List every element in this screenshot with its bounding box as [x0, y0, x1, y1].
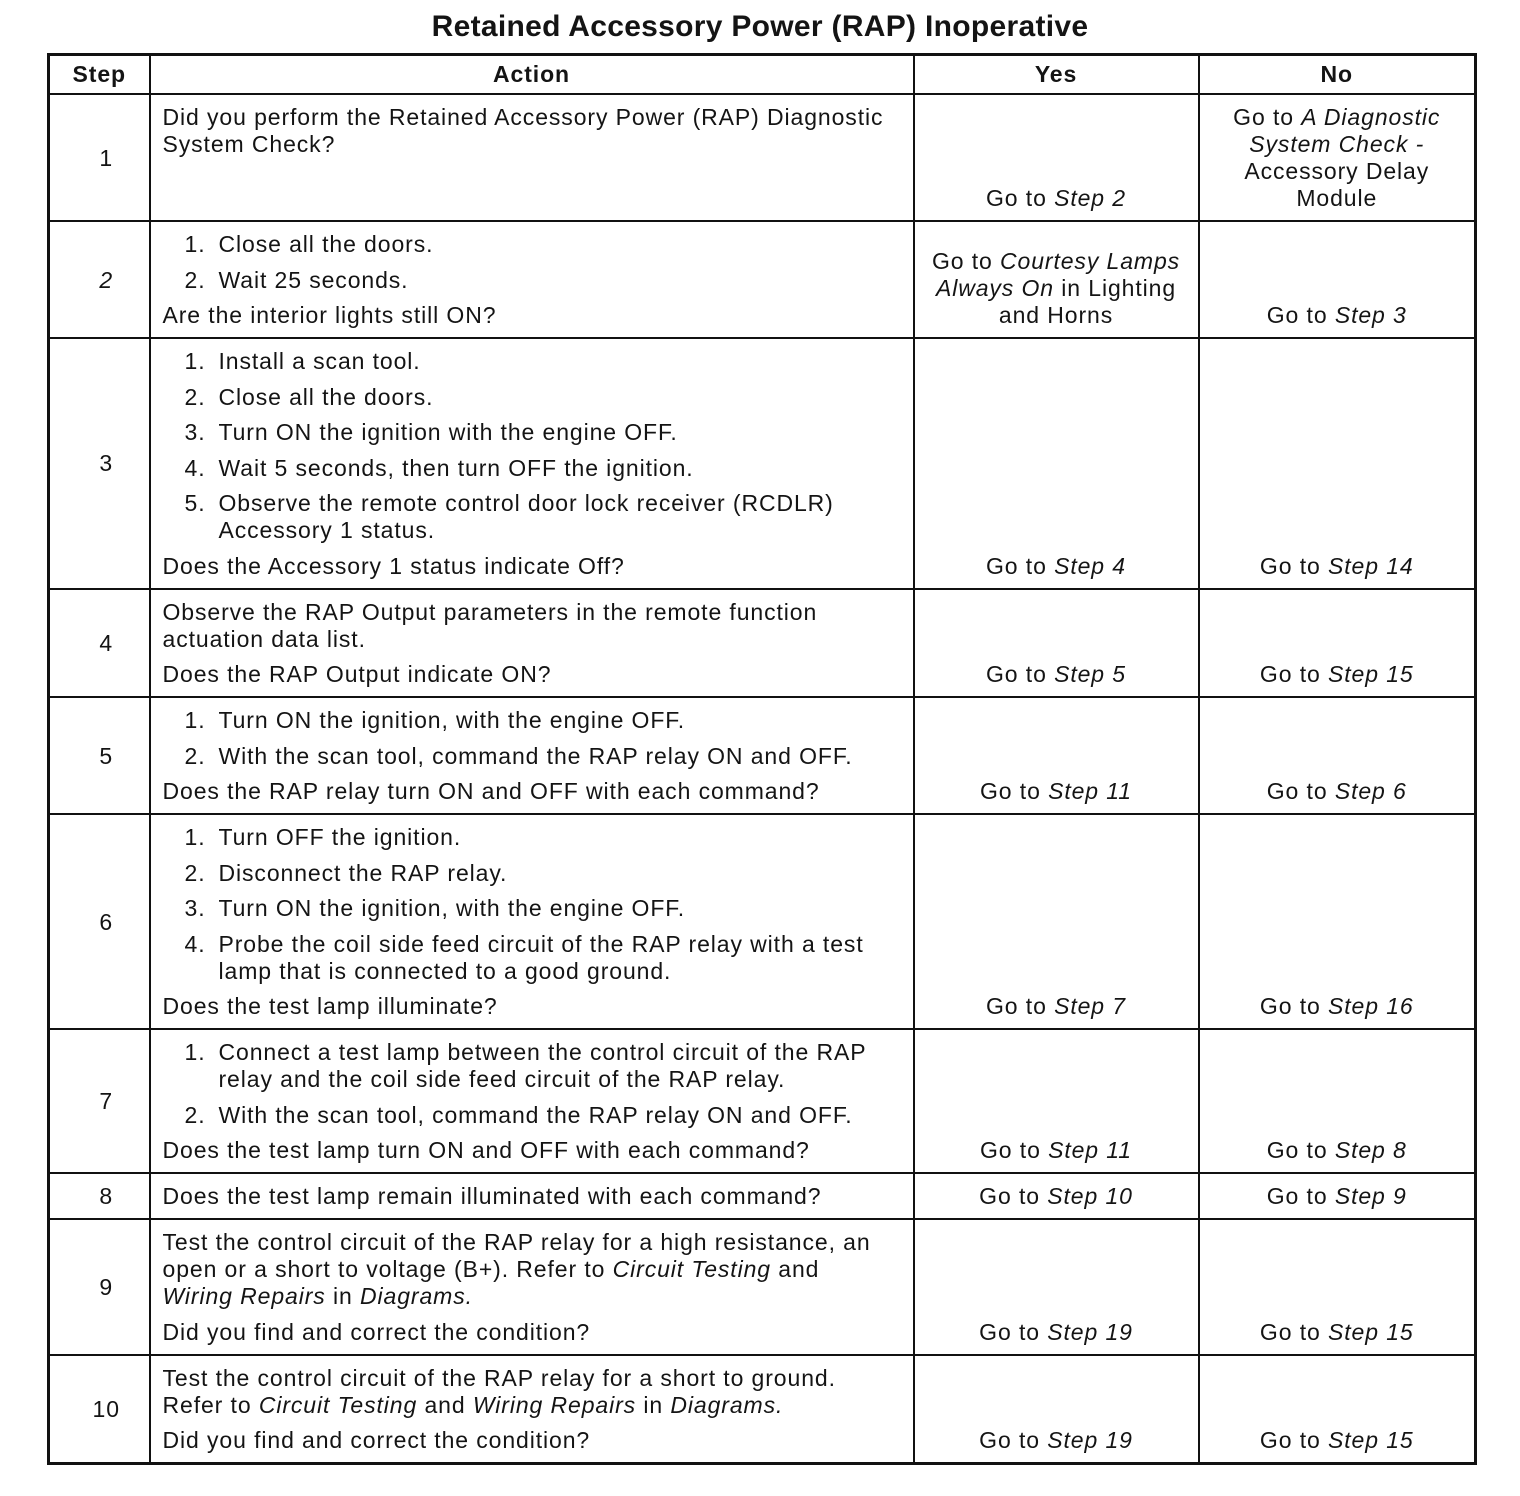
action-question: [163, 1183, 903, 1210]
goto-target: Step 8: [1334, 1137, 1407, 1163]
action-item: [163, 1039, 903, 1093]
yes-cell: [914, 1355, 1199, 1464]
reference-text: Diagrams: [670, 1391, 776, 1418]
item-number: 2.: [184, 266, 206, 293]
yes-result: [919, 993, 1194, 1020]
yes-cell: [914, 1219, 1199, 1355]
yes-cell: [914, 589, 1199, 698]
question-text: Does the test lamp illuminate?: [162, 993, 498, 1019]
goto-label: Go to: [979, 1427, 1040, 1453]
item-text-line: Wait 25 seconds.: [218, 266, 409, 293]
item-number: 1.: [184, 824, 206, 850]
goto-label: Go to: [1259, 1318, 1321, 1345]
table-row-step-7: [49, 1029, 1476, 1173]
text-segment: and: [417, 1391, 473, 1418]
page-title: Retained Accessory Power (RAP) Inoperative: [431, 10, 1089, 43]
action-text-line: Observe the RAP Output parameters in the remote function: [162, 598, 818, 625]
yes-cell: [914, 1173, 1199, 1219]
no-cell: [1199, 697, 1476, 814]
action-cell: [150, 589, 914, 698]
step-number: 9: [99, 1273, 114, 1300]
action-item: [163, 743, 903, 770]
item-text-line: Connect a test lamp between the control circuit of the RAP: [218, 1039, 867, 1065]
step-number: 1: [99, 144, 114, 171]
diagnostic-table: [47, 53, 1477, 1465]
step-cell: [49, 1355, 150, 1464]
yes-cell: [914, 697, 1199, 814]
action-text-line: [163, 1256, 903, 1283]
item-number: 2.: [184, 1101, 206, 1128]
goto-target: Step 4: [1054, 552, 1126, 579]
action-item: [163, 419, 903, 446]
text-segment: open or a short to voltage (B+). Refer to: [162, 1256, 613, 1282]
yes-result-continued: [919, 275, 1194, 302]
item-number: 2.: [184, 859, 206, 886]
action-item: [163, 931, 903, 985]
goto-target-detail: Module: [1296, 185, 1378, 211]
item-text-line: Observe the remote control door lock receiver (RCDLR): [218, 490, 834, 516]
action-text: [163, 1365, 903, 1419]
reference-text: Circuit Testing: [612, 1256, 771, 1282]
table-row-step-1: [49, 94, 1476, 221]
item-number: 5.: [184, 490, 206, 516]
reference-text: Wiring Repairs: [162, 1283, 326, 1309]
goto-label: Go to: [986, 552, 1047, 579]
no-result: [1204, 993, 1471, 1020]
text-segment: Test the control circuit of the RAP relay for a short to ground.: [162, 1364, 836, 1391]
table-row-step-10: [49, 1355, 1476, 1464]
item-number: 3.: [184, 419, 206, 445]
text-segment: Refer to: [162, 1391, 259, 1418]
header-action: Action: [150, 55, 914, 95]
goto-label: Go to: [1259, 993, 1321, 1019]
table-row-step-4: [49, 589, 1476, 698]
goto-label: Go to: [1266, 1137, 1328, 1163]
step-cell: [49, 1029, 150, 1173]
header-no: No: [1199, 55, 1476, 95]
yes-result: [919, 778, 1194, 805]
goto-target: A Diagnostic: [1301, 104, 1441, 130]
action-item: [163, 348, 903, 375]
action-item: [163, 455, 903, 482]
yes-result: [919, 185, 1194, 212]
action-question: [163, 302, 903, 329]
no-result: [1204, 661, 1471, 688]
table-row-step-5: [49, 697, 1476, 814]
no-result: [1204, 104, 1471, 131]
goto-target: Step 11: [1048, 1137, 1132, 1163]
action-item: [163, 895, 903, 922]
step-cell: [49, 1219, 150, 1355]
action-text-line: [163, 1229, 903, 1256]
reference-text: Wiring Repairs: [472, 1391, 637, 1418]
goto-target: Step 6: [1334, 778, 1407, 804]
action-text: [163, 104, 903, 158]
action-text-line: System Check?: [162, 131, 336, 157]
question-text: Did you find and correct the condition?: [162, 1318, 591, 1345]
step-cell: [49, 589, 150, 698]
question-text: Did you find and correct the condition?: [162, 1427, 591, 1453]
step-cell: [49, 814, 150, 1029]
question-text: Does the test lamp remain illuminated with each command?: [162, 1183, 822, 1209]
header-yes: Yes: [914, 55, 1199, 95]
question-text: Does the RAP relay turn ON and OFF with each command?: [162, 778, 820, 804]
no-result: [1204, 1427, 1471, 1454]
text-segment: and: [770, 1256, 820, 1282]
action-question: [163, 661, 903, 688]
text-segment: in: [325, 1283, 361, 1309]
step-number: 2: [99, 266, 114, 293]
action-text: [163, 599, 903, 653]
no-cell: [1199, 1219, 1476, 1355]
item-text-line: Close all the doors.: [218, 231, 434, 257]
reference-text: Circuit Testing: [258, 1391, 418, 1418]
goto-label: Go to: [1266, 302, 1328, 328]
goto-target-detail: and Horns: [998, 302, 1114, 328]
item-number: 1.: [184, 231, 206, 257]
no-cell: [1199, 221, 1476, 338]
action-question: [163, 1319, 903, 1346]
yes-result: [919, 661, 1194, 688]
action-text-line: [163, 1392, 903, 1419]
question-text: Are the interior lights still ON?: [162, 302, 497, 328]
goto-target: Step 19: [1047, 1318, 1133, 1345]
action-question: [163, 1427, 903, 1454]
no-cell: [1199, 94, 1476, 221]
step-number: 6: [99, 908, 114, 935]
goto-label: Go to: [1259, 1427, 1321, 1453]
yes-cell: [914, 1029, 1199, 1173]
yes-result: [919, 1137, 1194, 1164]
question-text: Does the test lamp turn ON and OFF with each command?: [162, 1137, 810, 1163]
action-item: [163, 824, 903, 851]
goto-target: Step 2: [1054, 185, 1126, 211]
item-number: 4.: [184, 454, 206, 481]
goto-target: Step 10: [1047, 1183, 1133, 1209]
item-text-line: With the scan tool, command the RAP relay ON and OFF.: [218, 742, 853, 769]
yes-result: [919, 1183, 1194, 1210]
table-row-step-2: [49, 221, 1476, 338]
no-cell: [1199, 814, 1476, 1029]
goto-target: Step 15: [1327, 661, 1414, 687]
action-item: [163, 1102, 903, 1129]
goto-target: Step 7: [1054, 993, 1126, 1019]
action-text-line: Did you perform the Retained Accessory Power (RAP) Diagnostic: [162, 104, 884, 130]
no-result: [1204, 778, 1471, 805]
goto-label: Go to: [986, 661, 1047, 687]
item-text-line: With the scan tool, command the RAP relay ON and OFF.: [218, 1101, 853, 1128]
goto-target-continued: System Check -: [1249, 131, 1425, 157]
goto-target: Step 16: [1327, 993, 1414, 1019]
step-number: 8: [99, 1183, 114, 1209]
action-item: [163, 490, 903, 544]
no-cell: [1199, 589, 1476, 698]
action-cell: [150, 1173, 914, 1219]
no-result: [1204, 1137, 1471, 1164]
action-cell: [150, 1219, 914, 1355]
goto-label: Go to: [1259, 661, 1321, 687]
action-item: [163, 384, 903, 411]
goto-label: Go to: [980, 778, 1041, 804]
action-cell: [150, 697, 914, 814]
action-text-line: [163, 1283, 903, 1310]
action-question: [163, 778, 903, 805]
item-text-line: Wait 5 seconds, then turn OFF the ignition.: [218, 454, 694, 481]
table-row-step-6: [49, 814, 1476, 1029]
item-text-line: Accessory 1 status.: [218, 517, 436, 543]
item-text-line: Close all the doors.: [218, 383, 434, 410]
no-cell: [1199, 1355, 1476, 1464]
question-text: Does the RAP Output indicate ON?: [162, 661, 552, 687]
goto-target: Step 15: [1327, 1427, 1414, 1453]
no-result: [1204, 1319, 1471, 1346]
goto-label: Go to: [979, 1183, 1040, 1209]
action-item: [163, 707, 903, 734]
action-item: [163, 860, 903, 887]
item-text-line: relay and the coil side feed circuit of the RAP relay.: [218, 1066, 786, 1092]
goto-target: Courtesy Lamps: [1000, 248, 1181, 274]
item-text-line: Install a scan tool.: [218, 348, 421, 374]
step-number: 7: [99, 1088, 114, 1114]
goto-target: Step 14: [1327, 552, 1414, 579]
goto-label: Go to: [1266, 1183, 1328, 1209]
goto-label: Go to: [1266, 778, 1328, 804]
goto-label: Go to: [986, 993, 1047, 1019]
action-question: [163, 993, 903, 1020]
yes-result: [919, 1319, 1194, 1346]
text-segment: .: [465, 1283, 473, 1309]
action-cell: [150, 1029, 914, 1173]
step-number: 10: [92, 1395, 120, 1422]
item-number: 1.: [184, 707, 206, 733]
question-text: Does the Accessory 1 status indicate Off?: [162, 552, 625, 579]
step-number: 4: [99, 629, 114, 656]
goto-target: Step 11: [1048, 778, 1132, 804]
goto-label: Go to: [1233, 104, 1294, 130]
item-number: 4.: [184, 930, 206, 957]
action-item: [163, 231, 903, 258]
item-text-line: lamp that is connected to a good ground.: [218, 957, 672, 984]
reference-text: Diagrams: [360, 1283, 466, 1309]
goto-target: Step 9: [1334, 1183, 1407, 1209]
no-cell: [1199, 1029, 1476, 1173]
goto-target: Step 3: [1334, 302, 1407, 328]
item-text-line: Turn ON the ignition, with the engine OFF.: [218, 895, 685, 921]
goto-target-continued: Always On: [935, 275, 1054, 301]
item-number: 3.: [184, 895, 206, 921]
yes-cell: [914, 814, 1199, 1029]
yes-result: [919, 1427, 1194, 1454]
yes-result: [919, 553, 1194, 580]
text-segment: Test the control circuit of the RAP relay for a high resistance, an: [162, 1229, 871, 1255]
item-number: 2.: [184, 383, 206, 410]
step-cell: [49, 697, 150, 814]
no-result: [1204, 553, 1471, 580]
step-cell: [49, 1173, 150, 1219]
goto-label: Go to: [1259, 552, 1321, 579]
goto-target: Step 19: [1047, 1427, 1133, 1453]
text-segment: in: [636, 1391, 671, 1418]
action-cell: [150, 94, 914, 221]
action-question: [163, 1137, 903, 1164]
goto-label: Go to: [986, 185, 1047, 211]
item-text-line: Turn ON the ignition, with the engine OFF.: [218, 707, 685, 733]
table-row-step-3: [49, 338, 1476, 589]
goto-label: Go to: [931, 248, 993, 274]
yes-cell: [914, 338, 1199, 589]
item-text-line: Probe the coil side feed circuit of the RAP relay with a test: [218, 930, 864, 957]
table-row-step-9: [49, 1219, 1476, 1355]
no-result: [1204, 302, 1471, 329]
goto-label: Go to: [980, 1137, 1041, 1163]
step-number: 3: [99, 450, 114, 477]
yes-result: [919, 248, 1194, 275]
header-step: Step: [49, 55, 150, 95]
action-cell: [150, 814, 914, 1029]
text-segment: .: [775, 1391, 784, 1418]
goto-target-detail: Accessory Delay: [1244, 158, 1430, 184]
table-row-step-8: [49, 1173, 1476, 1219]
action-text: [163, 1229, 903, 1310]
goto-target: Step 15: [1327, 1318, 1414, 1345]
step-number: 5: [99, 742, 114, 769]
goto-target: Step 5: [1054, 661, 1126, 687]
action-cell: [150, 221, 914, 338]
yes-cell: [914, 221, 1199, 338]
item-number: 2.: [184, 742, 206, 769]
action-item: [163, 267, 903, 294]
action-question: [163, 553, 903, 580]
no-result: [1204, 1183, 1471, 1210]
item-text-line: Turn ON the ignition with the engine OFF.: [218, 419, 678, 445]
item-number: 1.: [184, 1039, 206, 1065]
action-text-line: actuation data list.: [162, 625, 366, 652]
step-cell: [49, 94, 150, 221]
step-cell: [49, 338, 150, 589]
goto-label: Go to: [979, 1318, 1040, 1345]
item-text-line: Disconnect the RAP relay.: [218, 859, 508, 886]
step-cell: [49, 221, 150, 338]
goto-suffix: in Lighting: [1061, 275, 1177, 301]
header-row: [49, 55, 1476, 95]
item-number: 1.: [184, 348, 206, 374]
action-cell: [150, 338, 914, 589]
item-text-line: Turn OFF the ignition.: [218, 824, 462, 850]
action-text-line: [163, 1365, 903, 1392]
no-cell: [1199, 338, 1476, 589]
no-cell: [1199, 1173, 1476, 1219]
action-cell: [150, 1355, 914, 1464]
yes-cell: [914, 94, 1199, 221]
